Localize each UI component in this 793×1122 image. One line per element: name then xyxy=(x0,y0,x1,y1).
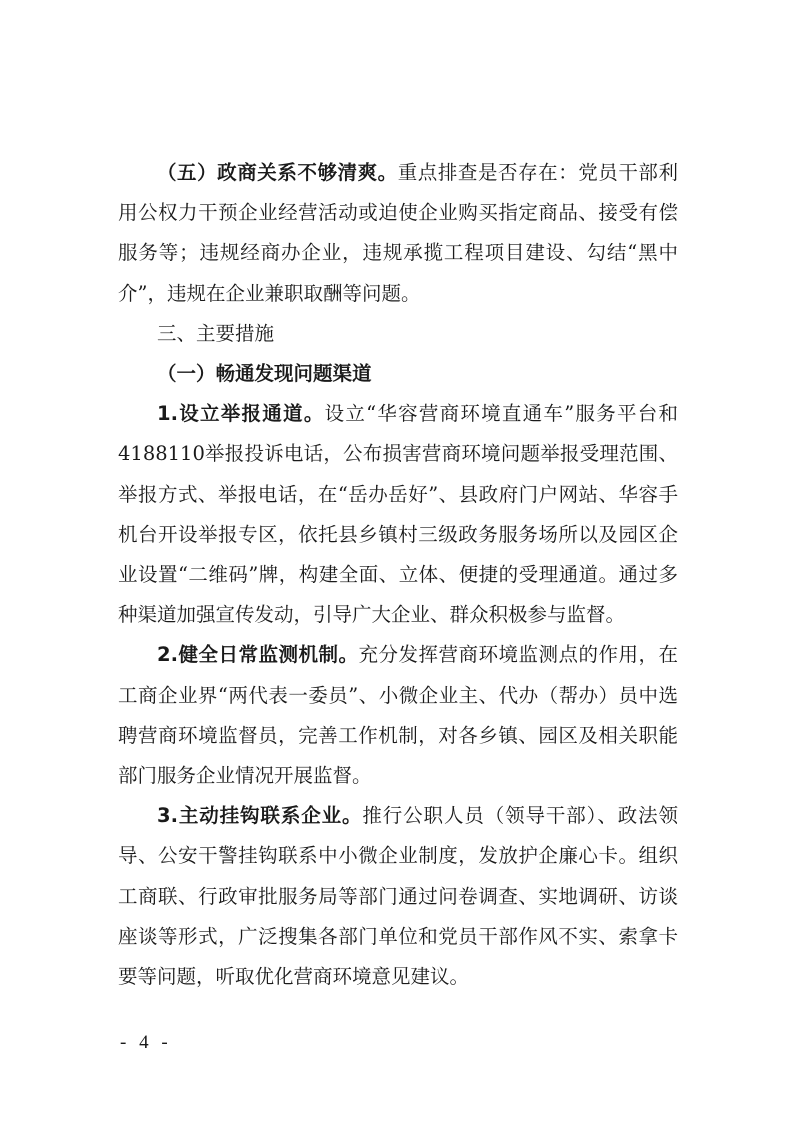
subheading-channels xyxy=(118,354,678,394)
paragraph-monitoring-mechanism xyxy=(118,635,678,796)
section-heading-text: 三、主要措施 xyxy=(157,321,275,345)
paragraph-text: 推行公职人员（领导干部）、政法领导、公安干警挂钩联系中小微企业制度，发放护企廉心卡。组织工商联、行政审批服务局等部门通过问卷调查、实地调研、访谈座谈等形式，广泛搜集各部门单位和党员干部作风不实、索拿卡要等问题，听取优化营商环境意见建议。 xyxy=(118,804,678,989)
page-number: - 4 - xyxy=(120,1032,172,1053)
item-heading-reporting-channel: 1.设立举报通道。 xyxy=(157,402,325,426)
paragraph-reporting-channel xyxy=(118,394,678,635)
subheading-channels-text: （一）畅通发现问题渠道 xyxy=(157,362,372,386)
section-heading-main-measures xyxy=(118,314,678,354)
paragraph-enterprise-liaison xyxy=(118,796,678,997)
paragraph-text: 设立“华容营商环境直通车”服务平台和4188110举报投诉电话，公布损害营商环境问题举报受理范围、举报方式、举报电话，在“岳办岳好”、县政府门户网站、华容手机台开设举报专区，依托县乡镇村三级政务服务场所以及园区企业设置“二维码”牌，构建全面、立体、便捷的受理通道。通过多种渠道加强宣传发动，引导广大企业、群众积极参与监督。 xyxy=(118,402,678,627)
paragraph-text: 重点排查是否存在：党员干部利用公权力干预企业经营活动或迫使企业购买指定商品、接受有偿服务等；违规经商办企业，违规承揽工程项目建设、勾结“黑中介”，违规在企业兼职取酬等问题。 xyxy=(118,161,678,305)
item-heading-enterprise-liaison: 3.主动挂钩联系企业。 xyxy=(157,804,363,828)
paragraph-political-business-relations xyxy=(118,153,678,314)
subheading-political-business-relations: （五）政商关系不够清爽。 xyxy=(157,161,398,184)
paragraph-text: 充分发挥营商环境监测点的作用，在工商企业界“两代表一委员”、小微企业主、代办（帮办）员中选聘营商环境监督员，完善工作机制，对各乡镇、园区及相关职能部门服务企业情况开展监督。 xyxy=(118,643,678,788)
document-body xyxy=(118,153,678,997)
item-heading-monitoring-mechanism: 2.健全日常监测机制。 xyxy=(157,643,359,667)
